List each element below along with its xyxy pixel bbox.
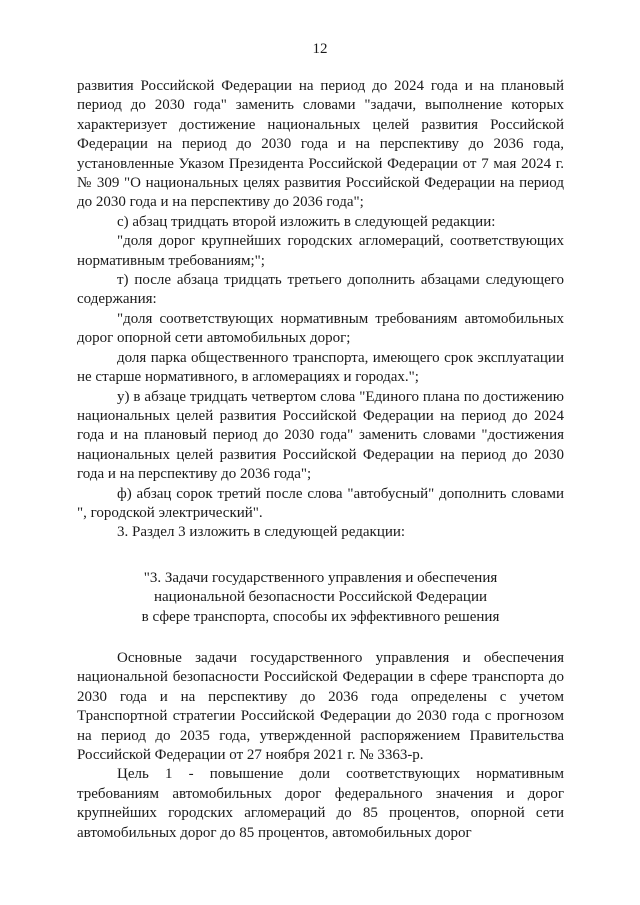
paragraph: с) абзац тридцать второй изложить в следующей редакции: (117, 213, 496, 230)
section-heading-line: национальной безопасности Российской Федерации (153, 589, 488, 606)
amendment-paragraphs (77, 77, 564, 543)
paragraph: "доля соответствующих нормативным требованиям автомобильных дорог опорной сети автомобильных дорог; (77, 310, 564, 347)
page-number: 12 (312, 41, 328, 57)
paragraph: доля парка общественного транспорта, имеющего срок эксплуатации не старше нормативного, в агломерациях и городах."; (77, 349, 564, 386)
section-heading-line: в сфере транспорта, способы их эффективного решения (141, 608, 500, 625)
section-heading-line: "3. Задачи государственного управления и обеспечения (143, 569, 498, 586)
section-body-paragraphs (77, 649, 564, 843)
document-body (77, 77, 564, 843)
paragraph: ф) абзац сорок третий после слова "автобусный" дополнить словами ", городской электрический". (77, 485, 564, 521)
paragraph: развития Российской Федерации на период до 2024 года и на плановый период до 2030 года" заменить словами "задачи, выполнение которых характеризует достижение национальных целей развития Российской Федерации на период до 2030 года и на перспективу до 2036 года, установленные Указом Президента Российской Федерации от 7 мая 2024 г. № 309 "О национальных целях развития Российской Федерации на период до 2030 года и на перспективу до 2036 года"; (77, 78, 564, 211)
paragraph: у) в абзаце тридцать четвертом слова "Единого плана по достижению национальных целей развития Российской Федерации на период до 2024 года и на плановый период до 2030 года" заменить словами "достижения национальных целей развития Российской Федерации на период до 2030 года и на перспективу до 2036 года"; (77, 388, 564, 483)
paragraph: 3. Раздел 3 изложить в следующей редакции: (117, 524, 406, 541)
paragraph: Основные задачи государственного управления и обеспечения национальной безопасности Российской Федерации в сфере транспорта до 2030 года и на перспективу до 2036 года определены с учетом Транспортной стратегии Российской Федерации до 2030 года с прогнозом на период до 2035 года, утвержденной распоряжением Правительства Российской Федерации от 27 ноября 2021 г. № 3363-р. (77, 649, 564, 763)
section-heading (77, 569, 564, 627)
paragraph: "доля дорог крупнейших городских агломераций, соответствующих нормативным требованиям;"; (77, 233, 564, 269)
paragraph: т) после абзаца тридцать третьего дополнить абзацами следующего содержания: (77, 272, 564, 308)
paragraph: Цель 1 - повышение доли соответствующих нормативным требованиям автомобильных дорог федерального значения и дорог крупнейших городских агломераций до 85 процентов, опорной сети автомобильных дорог до 85 процентов, автомобильных дорог (77, 766, 564, 841)
